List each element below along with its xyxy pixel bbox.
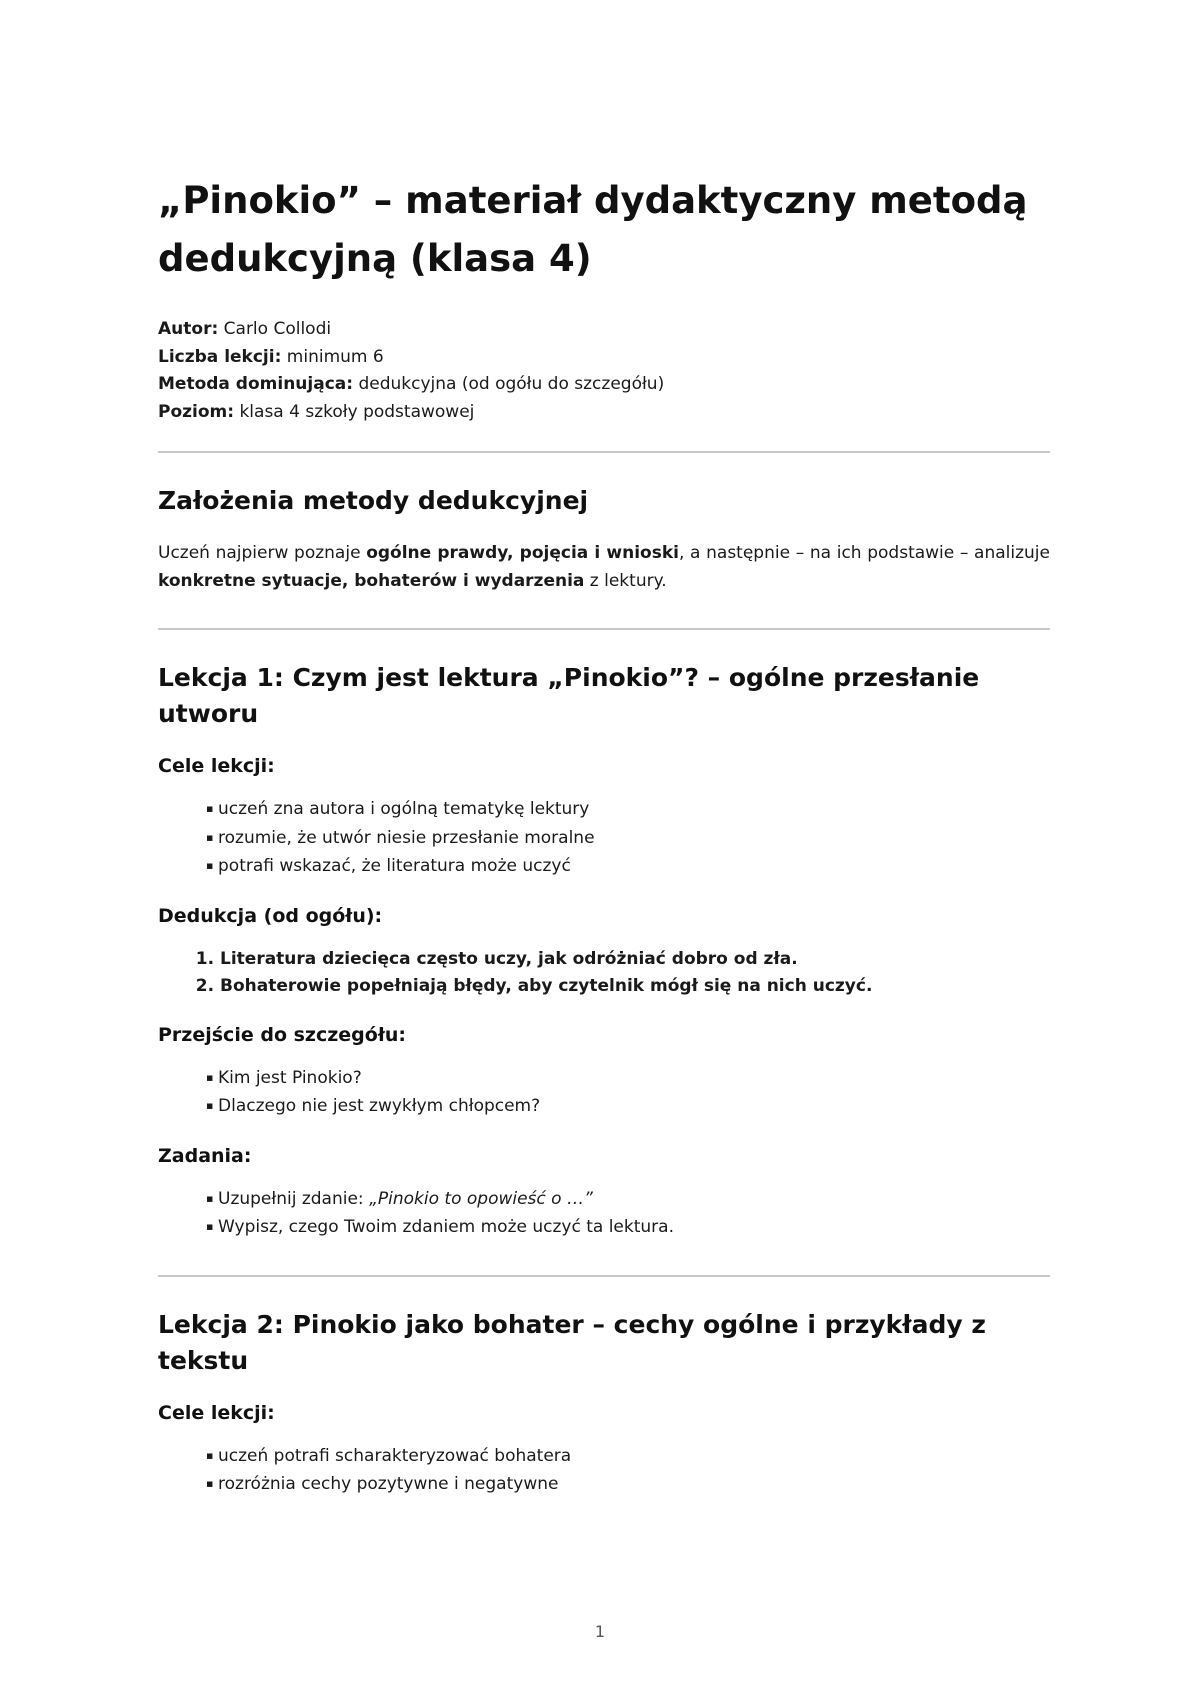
lesson1-tasks-list	[158, 1186, 1050, 1243]
meta-level: Poziom: klasa 4 szkoły podstawowej	[158, 401, 475, 422]
metadata-block	[158, 316, 1050, 426]
list-item: ▪ Uzupełnij zdanie: „Pinokio to opowieść o …”	[206, 1186, 1050, 1215]
divider	[158, 1275, 1050, 1277]
lesson1-heading: Lekcja 1: Czym jest lektura „Pinokio”? – ogólne przesłanie utworu	[158, 663, 980, 728]
list-item: ▪ rozróżnia cechy pozytywne i negatywne	[206, 1471, 1050, 1500]
lesson1-goals-heading: Cele lekcji:	[158, 755, 275, 777]
document-content	[158, 172, 1050, 1500]
lesson1-goals-list	[158, 796, 1050, 882]
document-title: „Pinokio” – materiał dydaktyczny metodą dedukcyjną (klasa 4)	[158, 179, 1028, 280]
divider	[158, 628, 1050, 630]
list-item: ▪ potrafi wskazać, że literatura może uczyć	[206, 853, 1050, 882]
list-item: ▪ rozumie, że utwór niesie przesłanie moralne	[206, 825, 1050, 854]
lesson1-deduction-list	[158, 946, 1050, 1001]
list-item: ▪ uczeń zna autora i ogólną tematykę lektury	[206, 796, 1050, 825]
lesson1-transition-heading: Przejście do szczegółu:	[158, 1023, 407, 1046]
list-item: 1. Literatura dziecięca często uczy, jak odróżniać dobro od zła.	[220, 946, 1050, 974]
meta-lesson-count: Liczba lekcji: minimum 6	[158, 346, 384, 367]
meta-author: Autor: Carlo Collodi	[158, 319, 332, 339]
lesson1-transition-list	[158, 1065, 1050, 1122]
lesson1-deduction-heading: Dedukcja (od ogółu):	[158, 904, 383, 927]
list-item: ▪ Wypisz, czego Twoim zdaniem może uczyć ta lektura.	[206, 1214, 1050, 1243]
lesson1-tasks-heading: Zadania:	[158, 1144, 252, 1167]
list-item: ▪ uczeń potrafi scharakteryzować bohatera	[206, 1443, 1050, 1472]
lesson2-goals-heading: Cele lekcji:	[158, 1401, 275, 1424]
divider	[158, 451, 1050, 453]
page-number: 1	[594, 1622, 606, 1641]
list-item: ▪ Kim jest Pinokio?	[206, 1065, 1050, 1094]
list-item: ▪ Dlaczego nie jest zwykłym chłopcem?	[206, 1093, 1050, 1122]
assumptions-heading: Założenia metody dedukcyjnej	[158, 486, 589, 515]
assumptions-paragraph: Uczeń najpierw poznaje ogólne prawdy, pojęcia i wnioski, a następnie – na ich podstawie – analizuje konkretne sytuacje, bohaterów i wydarzenia z lektury.	[158, 543, 1050, 591]
meta-method: Metoda dominująca: dedukcyjna (od ogółu do szczegółu)	[158, 374, 665, 394]
list-item: 2. Bohaterowie popełniają błędy, aby czytelnik mógł się na nich uczyć.	[220, 973, 1050, 1001]
lesson2-goals-list	[158, 1443, 1050, 1500]
lesson2-heading: Lekcja 2: Pinokio jako bohater – cechy ogólne i przykłady z tekstu	[158, 1309, 986, 1375]
